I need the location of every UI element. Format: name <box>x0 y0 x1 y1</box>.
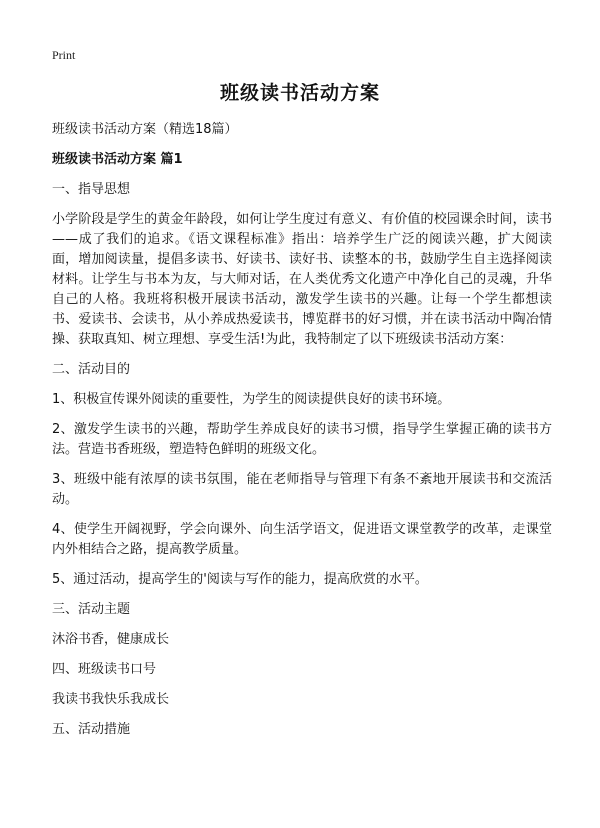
document-body <box>52 120 552 750</box>
goal-item-4: 4、使学生开阔视野，学会向课外、向生活学语文，促进语文课堂教学的改革，走课堂内外相结合之路，提高教学质量。 <box>52 522 552 557</box>
activity-theme-text: 沐浴书香，健康成长 <box>52 632 170 647</box>
paragraph-guiding-thought: 小学阶段是学生的黄金年龄段，如何让学生度过有意义、有价值的校园课余时间，读书——成了我们的追求。《语文课程标准》指出：培养学生广泛的阅读兴趣，扩大阅读面，增加阅读量，提倡多读书、好读书、读好书、读整本的书，鼓励学生自主选择阅读材料。让学生与书本为友，与大师对话，在人类优秀文化遗产中净化自己的灵魂，升华自己的人格。我班将积极开展读书活动，激发学生读书的兴趣。让每一个学生都想读书、爱读书、会读书，从小养成热爱读书，博览群书的好习惯，并在读书活动中陶冶情操、获取真知、树立理想、享受生活!为此，我特制定了以下班级读书活动方案： <box>52 212 552 347</box>
heading-guiding-thought: 一、指导思想 <box>52 182 131 197</box>
heading-activity-purpose: 二、活动目的 <box>52 362 131 377</box>
heading-class-slogan: 四、班级读书口号 <box>52 662 157 677</box>
section-title: 班级读书活动方案 篇1 <box>52 152 183 167</box>
heading-activity-theme: 三、活动主题 <box>52 602 131 617</box>
goal-item-5: 5、通过活动，提高学生的'阅读与写作的能力，提高欣赏的水平。 <box>52 572 428 587</box>
heading-activity-measures: 五、活动措施 <box>52 722 131 737</box>
class-slogan-text: 我读书我快乐我成长 <box>52 692 170 707</box>
goal-item-1: 1、积极宣传课外阅读的重要性，为学生的阅读提供良好的读书环境。 <box>52 392 451 407</box>
goal-item-3: 3、班级中能有浓厚的读书氛围，能在老师指导与管理下有条不紊地开展读书和交流活动。 <box>52 472 552 507</box>
document-title: 班级读书活动方案 <box>219 82 380 104</box>
goal-item-2: 2、激发学生读书的兴趣，帮助学生养成良好的读书习惯，指导学生掌握正确的读书方法。营造书香班级，塑造特色鲜明的班级文化。 <box>52 422 552 457</box>
document-subtitle: 班级读书活动方案（精选18篇） <box>52 122 238 137</box>
print-label: Print <box>52 48 76 62</box>
